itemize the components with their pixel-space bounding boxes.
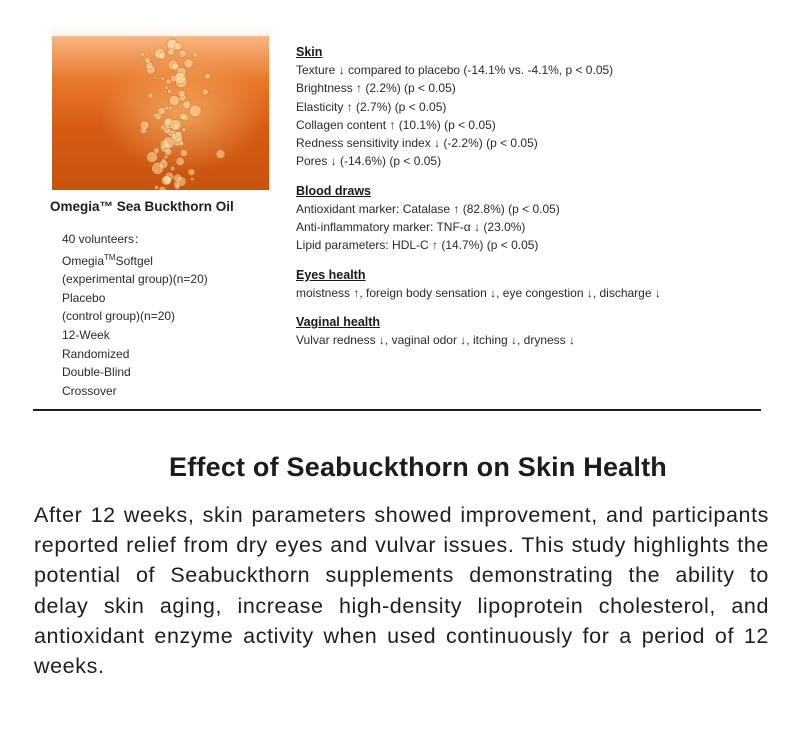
blood-finding-tnf: Anti-inflammatory marker: TNF-α ↓ (23.0%)	[296, 220, 526, 235]
oil-bubble	[175, 131, 182, 138]
blood-section	[296, 183, 776, 255]
oil-bubble	[180, 149, 187, 156]
oil-bubble	[216, 150, 225, 159]
oil-bubble	[165, 148, 172, 155]
section-divider	[33, 409, 761, 411]
crossover-label: Crossover	[62, 383, 117, 398]
oil-bubble	[165, 86, 168, 89]
oil-bubble	[188, 169, 195, 176]
oil-surface	[52, 22, 269, 36]
oil-bubble	[154, 76, 157, 79]
oil-bubble	[205, 73, 211, 79]
blood-finding-hdl: Lipid parameters: HDL-C ↑ (14.7%) (p < 0.05)	[296, 238, 539, 253]
oil-bubble	[170, 123, 173, 126]
skin-finding-brightness: Brightness ↑ (2.2%) (p < 0.05)	[296, 81, 456, 96]
oil-bubble	[168, 89, 172, 93]
sea-buckthorn-oil-image	[52, 22, 269, 190]
skin-finding-pores: Pores ↓ (-14.6%) (p < 0.05)	[296, 154, 442, 169]
oil-bubble	[140, 121, 149, 130]
oil-bubble	[182, 128, 186, 132]
randomized-label: Randomized	[62, 346, 130, 361]
eyes-title: Eyes health	[296, 267, 366, 282]
oil-bubble	[145, 57, 151, 63]
oil-bubble	[189, 105, 201, 117]
oil-bubble	[170, 166, 174, 170]
findings-panel	[296, 44, 776, 361]
oil-bubble	[168, 106, 172, 110]
blood-finding-catalase: Antioxidant marker: Catalase ↑ (82.8%) (p < 0.05)	[296, 201, 560, 216]
article-body: After 12 weeks, skin parameters showed improvement, and participants reported relief from dry eyes and vulvar issues. This study highlights the potential of Seabuckthorn supplements demonstrating the ability to delay skin aging, increase high-density lipoprotein cholesterol, and antioxidant enzyme activity when used continuously for a period of 12 weeks.	[34, 503, 769, 679]
oil-bubble	[153, 148, 159, 154]
vaginal-finding: Vulvar redness ↓, vaginal odor ↓, itching ↓, dryness ↓	[296, 332, 576, 347]
skin-finding-redness: Redness sensitivity index ↓ (-2.2%) (p < 0.05)	[296, 136, 538, 151]
double-blind-label: Double-Blind	[62, 365, 131, 380]
oil-bubble	[148, 93, 153, 98]
oil-bubble	[152, 162, 164, 174]
oil-bubble	[180, 113, 187, 120]
oil-bubble	[162, 176, 172, 186]
oil-bubble	[159, 52, 166, 59]
article-heading: Effect of Seabuckthorn on Skin Health	[169, 452, 667, 482]
oil-bubble	[140, 52, 144, 56]
skin-title: Skin	[296, 45, 323, 59]
control-group: (control group)(n=20)	[62, 309, 176, 324]
oil-bubble	[184, 59, 193, 68]
oil-bubble	[161, 77, 164, 80]
oil-bubble	[176, 157, 184, 165]
oil-bubble	[166, 79, 171, 84]
oil-bubble	[191, 177, 194, 180]
oil-bubbles-graphic	[52, 22, 269, 190]
oil-bubble	[155, 186, 159, 190]
oil-bubble	[158, 107, 166, 115]
skin-finding-texture: Texture ↓ compared to placebo (-14.1% vs. -4.1%, p < 0.05)	[296, 63, 614, 77]
blood-title: Blood draws	[296, 183, 372, 198]
study-duration: 12-Week	[62, 327, 110, 342]
oil-bubble	[175, 184, 180, 189]
oil-bubble	[168, 49, 175, 56]
eyes-finding: moistness ↑, foreign body sensation ↓, eye congestion ↓, discharge ↓	[296, 285, 661, 300]
oil-bubble	[159, 186, 166, 190]
oil-bubble	[180, 55, 183, 58]
oil-bubble	[153, 113, 157, 117]
vaginal-section	[296, 314, 776, 349]
eyes-section	[296, 267, 776, 302]
study-details	[62, 230, 282, 400]
oil-bubble	[202, 89, 208, 95]
oil-bubble	[160, 125, 165, 130]
experimental-product: Omegia™Softgel	[62, 252, 153, 268]
oil-bubble	[164, 155, 168, 159]
volunteers-count: 40 volunteers：	[62, 232, 147, 246]
oil-bubble	[169, 95, 179, 105]
oil-bubble	[183, 101, 191, 109]
product-name: Omegia™ Sea Buckthorn Oil	[50, 199, 234, 214]
oil-bubble	[193, 53, 198, 58]
oil-bubble	[178, 90, 185, 97]
skin-finding-elasticity: Elasticity ↑ (2.7%) (p < 0.05)	[296, 99, 447, 114]
oil-bubble	[174, 42, 182, 50]
vaginal-title: Vaginal health	[296, 314, 381, 329]
oil-bubble	[174, 72, 186, 84]
skin-finding-collagen: Collagen content ↑ (10.1%) (p < 0.05)	[296, 117, 496, 132]
skin-section	[296, 44, 776, 171]
oil-bubble	[179, 141, 184, 146]
placebo-label: Placebo	[62, 290, 106, 305]
experimental-group: (experimental group)(n=20)	[62, 272, 208, 287]
